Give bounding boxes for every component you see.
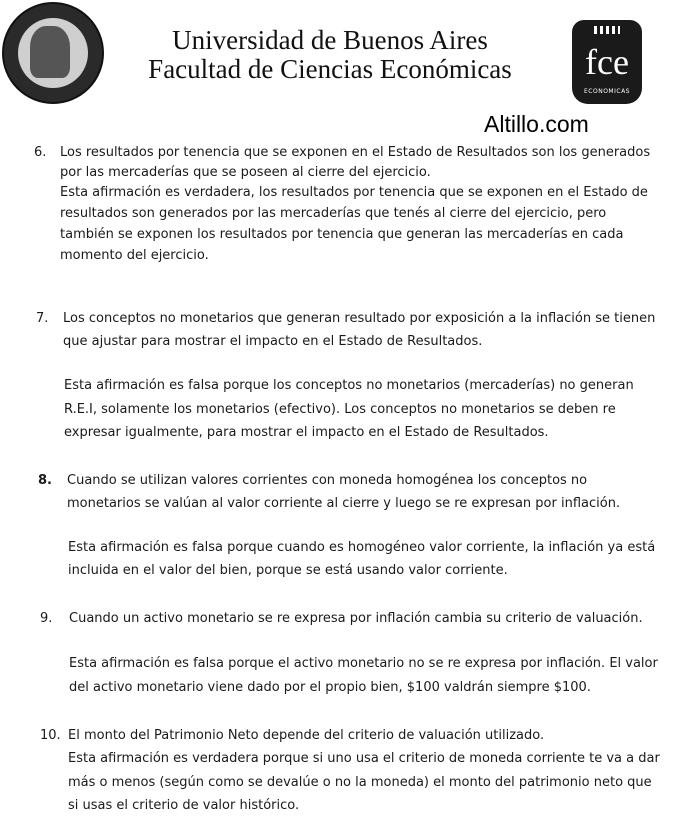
statement-line: Los conceptos no monetarios que generan resultado por exposición a la inflación se tienen [63, 311, 656, 326]
statement-line: El monto del Patrimonio Neto depende del criterio de valuación utilizado. [68, 728, 545, 743]
item-number: 8. [38, 473, 52, 488]
item-number: 9. [40, 611, 53, 626]
institution-title [130, 26, 530, 84]
answer-line: del activo monetario viene dado por el propio bien, $100 valdrán siempre $100. [69, 680, 591, 695]
answer-line: Esta afirmación es verdadera, los resultados por tenencia que se exponen en el Estado de [60, 185, 648, 200]
fce-logo [572, 20, 642, 104]
answer-line: expresar igualmente, para mostrar el impacto en el Estado de Resultados. [64, 425, 549, 440]
answer-line: si usas el criterio de valor histórico. [68, 798, 300, 813]
watermark-text: Altillo.com [484, 111, 589, 137]
item-number: 7. [36, 311, 49, 326]
seal-figure [30, 26, 70, 78]
answer-line: R.E.I, solamente los monetarios (efectivo). Los conceptos no monetarios se deben re [64, 402, 616, 417]
faculty-name: Facultad de Ciencias Económicas [148, 54, 512, 84]
university-name: Universidad de Buenos Aires [172, 25, 488, 55]
answer-line: incluida en el valor del bien, porque se está usando valor corriente. [68, 563, 508, 578]
fce-logo-text: fce [585, 42, 629, 82]
fce-logo-bars [594, 26, 620, 34]
answer-line: Esta afirmación es falsa porque los conceptos no monetarios (mercaderías) no generan [64, 378, 634, 393]
answer-line: resultados son generados por las mercaderías que tenés al cierre del ejercicio, pero [60, 206, 607, 221]
university-seal-logo [2, 2, 104, 104]
statement-line: por las mercaderías que se poseen al cierre del ejercicio. [60, 165, 431, 180]
answer-line: más o menos (según como se devalúe o no la moneda) el monto del patrimonio neto que [68, 775, 652, 790]
answer-line: Esta afirmación es falsa porque cuando es homogéneo valor corriente, la inflación ya está [68, 540, 656, 555]
statement-line: Cuando se utilizan valores corrientes con moneda homogénea los conceptos no [67, 473, 588, 488]
answer-line: Esta afirmación es verdadera porque si uno usa el criterio de moneda corriente te va a dar [68, 751, 660, 766]
document-header [0, 0, 700, 135]
answer-line: también se exponen los resultados por tenencia que generan las mercaderías en cada [60, 227, 624, 242]
item-number: 6. [34, 145, 47, 160]
answer-line: momento del ejercicio. [60, 248, 209, 263]
item-number: 10. [40, 728, 61, 743]
statement-line: Los resultados por tenencia que se exponen en el Estado de Resultados son los generados [60, 145, 651, 160]
answer-line: Esta afirmación es falsa porque el activo monetario no se re expresa por inflación. El valor [69, 656, 658, 671]
fce-logo-subtext: ECONOMICAS [584, 88, 630, 95]
statement-line: que ajustar para mostrar el impacto en el Estado de Resultados. [63, 334, 483, 349]
statement-line: Cuando un activo monetario se re expresa por inflación cambia su criterio de valuación. [69, 611, 643, 626]
statement-line: monetarios se valúan al valor corriente al cierre y luego se re expresan por inflación. [67, 496, 621, 511]
